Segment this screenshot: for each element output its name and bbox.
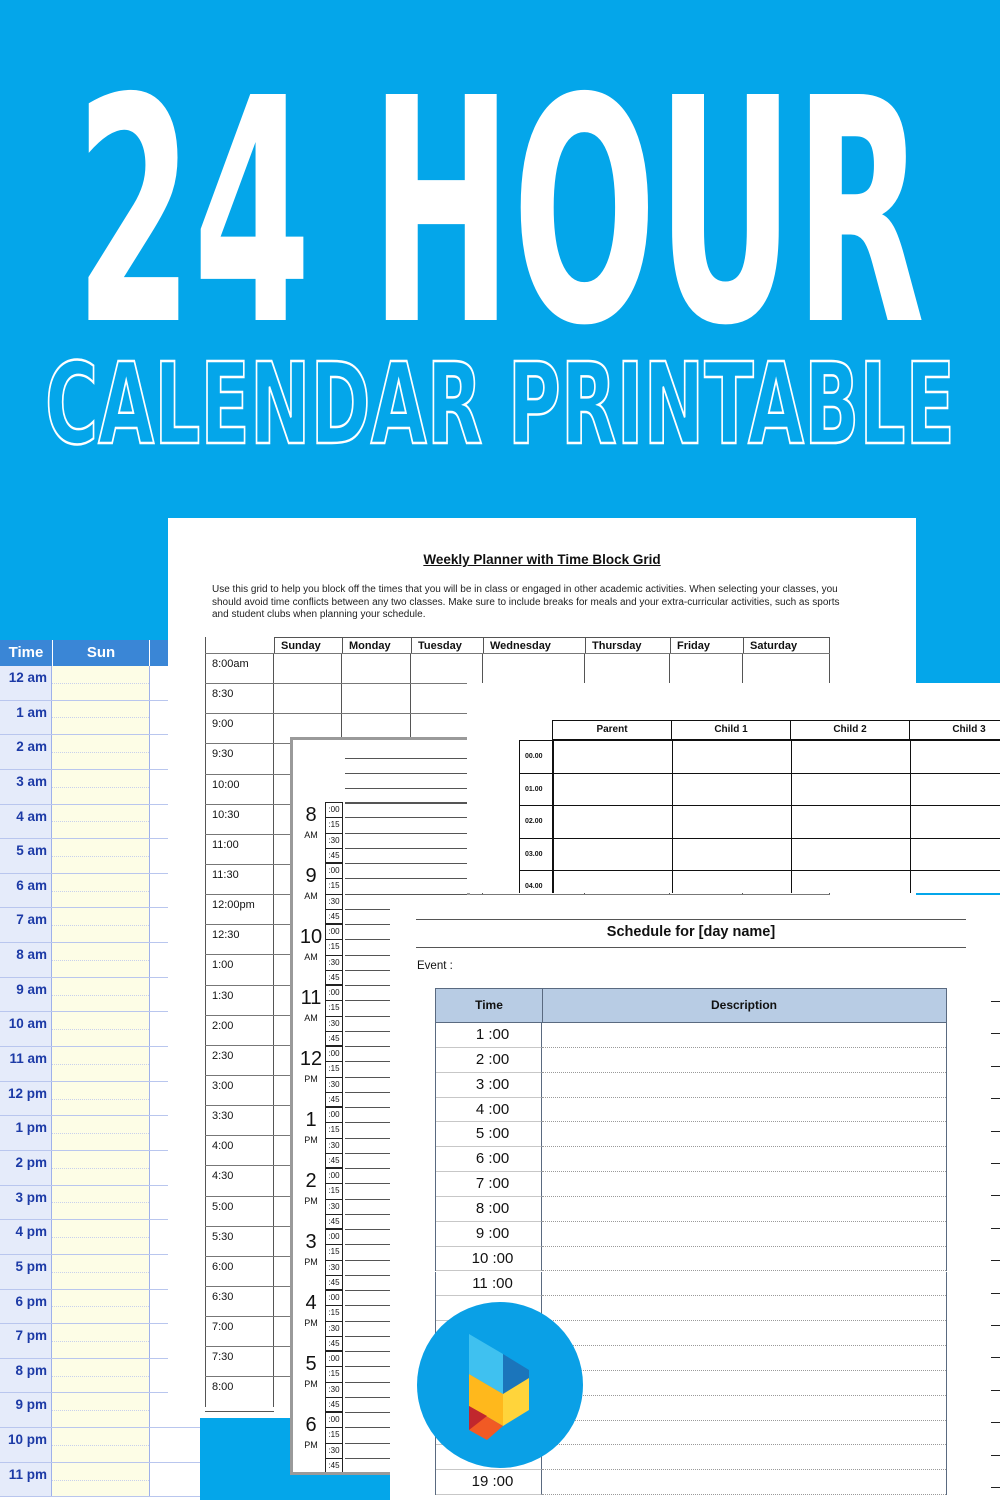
daily-tick-mark xyxy=(991,1163,1000,1164)
daily-time-cell: 6 :00 xyxy=(436,1147,542,1172)
minute-cell: :00 xyxy=(326,803,342,818)
daily-title-rule-bottom xyxy=(416,947,966,948)
time-column-header: Time xyxy=(0,640,52,666)
daily-time-cell: 19 :00 xyxy=(436,1470,542,1495)
left-sun-cell xyxy=(52,1012,150,1046)
minute-cell: :15 xyxy=(326,1428,342,1443)
daily-tick-mark xyxy=(991,1487,1000,1488)
minute-column xyxy=(325,1046,343,1107)
left-time-cell: 8 pm xyxy=(0,1359,52,1393)
minute-column xyxy=(325,1290,343,1351)
family-time-cell: 02.00 xyxy=(519,805,553,838)
weekly-time-cell: 6:30 xyxy=(205,1287,274,1316)
hour-number: 4 xyxy=(305,1292,317,1314)
daily-description-cell xyxy=(542,1023,946,1048)
daily-description-cell xyxy=(542,1073,946,1098)
left-time-cell: 10 pm xyxy=(0,1428,52,1462)
daily-time-cell: 7 :00 xyxy=(436,1172,542,1197)
family-column-header: Parent xyxy=(552,720,671,740)
left-time-cell: 9 am xyxy=(0,978,52,1012)
hour-number: 3 xyxy=(305,1231,317,1253)
minute-cell: :00 xyxy=(326,1352,342,1367)
left-sun-cell xyxy=(52,805,150,839)
weekly-slot-cell xyxy=(342,654,411,683)
hour-number: 9 xyxy=(305,865,317,887)
family-slot-cell xyxy=(791,838,910,871)
family-slot-cell xyxy=(672,805,791,838)
minute-column xyxy=(325,1351,343,1412)
left-time-cell: 4 pm xyxy=(0,1220,52,1254)
daily-time-cell: 5 :00 xyxy=(436,1122,542,1147)
family-time-cell: 04.00 xyxy=(519,870,553,893)
left-sun-cell xyxy=(52,1428,150,1462)
weekly-day-header: Saturday xyxy=(743,637,830,653)
title-main-text: 24 HOUR xyxy=(75,33,925,340)
daily-description-cell xyxy=(542,1222,946,1247)
daily-time-row xyxy=(435,1470,947,1495)
daily-description-cell xyxy=(542,1247,946,1272)
daily-tick-mark xyxy=(991,1422,1000,1423)
minute-cell: :30 xyxy=(326,1078,342,1093)
weekly-time-cell: 10:30 xyxy=(205,805,274,834)
minute-column xyxy=(325,863,343,924)
left-time-cell: 9 pm xyxy=(0,1393,52,1427)
minute-cell: :30 xyxy=(326,1322,342,1337)
hour-number: 8 xyxy=(305,804,317,826)
daily-time-cell: 3 :00 xyxy=(436,1073,542,1098)
weekly-day-header: Monday xyxy=(342,637,411,653)
minute-cell: :45 xyxy=(328,972,340,982)
minute-column xyxy=(325,1229,343,1290)
left-time-cell: 11 pm xyxy=(0,1463,52,1497)
weekly-slot-cell xyxy=(483,654,585,683)
minute-cell: :45 xyxy=(328,1277,340,1287)
minute-cell: :00 xyxy=(326,925,342,940)
minute-cell: :30 xyxy=(326,1383,342,1398)
minute-column xyxy=(325,1107,343,1168)
minute-cell: :45 xyxy=(328,1033,340,1043)
left-time-cell: 1 am xyxy=(0,701,52,735)
daily-description-cell xyxy=(542,1147,946,1172)
family-time-cell: 00.00 xyxy=(519,740,553,773)
hour-meridiem: AM xyxy=(304,1013,318,1023)
weekly-corner-header xyxy=(205,637,274,653)
weekly-time-cell: 7:00 xyxy=(205,1317,274,1346)
weekly-day-header: Tuesday xyxy=(411,637,483,653)
hour-number: 12 xyxy=(299,1048,323,1070)
daily-time-row xyxy=(435,1222,947,1247)
daily-description-cell xyxy=(542,1272,946,1297)
left-sun-cell xyxy=(52,1290,150,1324)
left-sun-cell xyxy=(52,701,150,735)
left-sun-cell xyxy=(52,1082,150,1116)
weekly-time-cell: 2:00 xyxy=(205,1016,274,1045)
weekly-slot-cell xyxy=(411,654,483,683)
weekly-time-cell: 11:30 xyxy=(205,865,274,894)
left-sun-cell xyxy=(52,1359,150,1393)
daily-description-cell xyxy=(542,1396,946,1421)
weekly-time-cell: 12:30 xyxy=(205,925,274,954)
family-column-header: Child 2 xyxy=(790,720,909,740)
family-time-row xyxy=(519,773,1000,806)
weekly-time-cell: 12:00pm xyxy=(205,895,274,924)
weekly-time-cell: 8:00am xyxy=(205,654,274,683)
family-slot-cell xyxy=(791,870,910,893)
minute-column xyxy=(325,924,343,985)
daily-schedule-header-row xyxy=(435,988,947,1023)
hour-meridiem: PM xyxy=(304,1074,318,1084)
left-sun-cell xyxy=(52,874,150,908)
daily-tick-mark xyxy=(991,1260,1000,1261)
left-calendar-row xyxy=(0,1463,200,1498)
minute-cell: :00 xyxy=(326,1230,342,1245)
daily-time-cell: 11 :00 xyxy=(436,1272,542,1297)
weekly-planner-description: Use this grid to help you block off the times that you will be in class or engaged in other academic activities. When selecting your classes, you should avoid time conflicts between any two classes. Make sure to include breaks for meals and your extra-curricular activities, such as sports and student clubs when planning your schedule. xyxy=(212,584,840,620)
weekly-time-cell: 3:30 xyxy=(205,1106,274,1135)
family-time-row xyxy=(519,838,1000,871)
daily-tick-mark xyxy=(991,1325,1000,1326)
minute-cell: :00 xyxy=(326,1291,342,1306)
weekly-planner-header-row xyxy=(205,637,830,653)
weekly-time-cell: 1:30 xyxy=(205,986,274,1015)
left-time-cell: 4 am xyxy=(0,805,52,839)
weekly-time-cell: 6:00 xyxy=(205,1257,274,1286)
hour-meridiem: PM xyxy=(304,1440,318,1450)
hour-meridiem: PM xyxy=(304,1318,318,1328)
left-sun-cell xyxy=(52,978,150,1012)
minute-cell: :45 xyxy=(328,911,340,921)
minute-cell: :45 xyxy=(328,1094,340,1104)
daily-tick-mark xyxy=(991,1293,1000,1294)
minute-cell: :15 xyxy=(326,818,342,833)
minute-cell: :30 xyxy=(326,956,342,971)
daily-time-cell: 1 :00 xyxy=(436,1023,542,1048)
daily-time-row xyxy=(435,1122,947,1147)
left-sun-cell xyxy=(52,1324,150,1358)
hourly-write-line xyxy=(345,878,470,879)
left-time-cell: 1 pm xyxy=(0,1116,52,1150)
left-time-cell: 2 pm xyxy=(0,1151,52,1185)
minute-cell: :30 xyxy=(326,895,342,910)
family-slot-cell xyxy=(553,740,672,773)
weekly-time-cell: 2:30 xyxy=(205,1046,274,1075)
minute-cell: :45 xyxy=(328,850,340,860)
daily-tick-mark xyxy=(991,1357,1000,1358)
family-slot-cell xyxy=(791,740,910,773)
weekly-time-cell: 4:00 xyxy=(205,1136,274,1165)
daily-time-cell: 2 :00 xyxy=(436,1048,542,1073)
minute-cell: :00 xyxy=(326,1413,342,1428)
daily-time-row xyxy=(435,1172,947,1197)
family-column-header: Child 3 xyxy=(909,720,1000,740)
minute-cell: :00 xyxy=(326,1108,342,1123)
daily-tick-mark xyxy=(991,1066,1000,1067)
daily-tick-mark xyxy=(991,1033,1000,1034)
weekly-time-cell: 8:00 xyxy=(205,1377,274,1406)
weekly-time-cell: 5:30 xyxy=(205,1227,274,1256)
left-next-cell xyxy=(150,1463,200,1497)
daily-description-cell xyxy=(542,1421,946,1446)
left-time-cell: 5 pm xyxy=(0,1255,52,1289)
left-time-cell: 6 pm xyxy=(0,1290,52,1324)
minute-cell: :30 xyxy=(326,1200,342,1215)
daily-tick-mark xyxy=(991,1390,1000,1391)
daily-tick-mark xyxy=(991,1195,1000,1196)
minute-cell: :15 xyxy=(326,1245,342,1260)
left-sun-cell xyxy=(52,1393,150,1427)
hourly-write-line xyxy=(345,848,470,849)
daily-description-cell xyxy=(542,1172,946,1197)
daily-description-cell xyxy=(542,1321,946,1346)
family-slot-cell xyxy=(910,870,1000,893)
family-slot-cell xyxy=(672,773,791,806)
family-schedule-sheet xyxy=(467,683,1000,893)
left-sun-cell xyxy=(52,735,150,769)
minute-cell: :45 xyxy=(328,1216,340,1226)
hour-number: 6 xyxy=(305,1414,317,1436)
left-sun-cell xyxy=(52,908,150,942)
left-time-cell: 7 am xyxy=(0,908,52,942)
hour-number: 5 xyxy=(305,1353,317,1375)
hourly-write-line xyxy=(345,817,470,818)
weekly-day-header: Thursday xyxy=(585,637,670,653)
left-sun-cell xyxy=(52,943,150,977)
daily-description-cell xyxy=(542,1470,946,1495)
minute-cell: :30 xyxy=(326,1139,342,1154)
daily-time-row xyxy=(435,1023,947,1048)
hour-number: 2 xyxy=(305,1170,317,1192)
minute-cell: :15 xyxy=(326,1367,342,1382)
left-time-cell: 6 am xyxy=(0,874,52,908)
minute-cell: :15 xyxy=(326,1062,342,1077)
weekly-time-cell: 8:30 xyxy=(205,684,274,713)
family-slot-cell xyxy=(672,740,791,773)
left-sun-cell xyxy=(52,1151,150,1185)
daily-tick-mark xyxy=(991,1455,1000,1456)
minute-cell: :15 xyxy=(326,1306,342,1321)
daily-title-rule-top xyxy=(416,919,966,920)
minute-column xyxy=(325,802,343,863)
left-time-cell: 8 am xyxy=(0,943,52,977)
family-slot-cell xyxy=(553,870,672,893)
weekly-slot-cell xyxy=(274,654,342,683)
daily-description-cell xyxy=(542,1371,946,1396)
title-sub-text: CALENDAR PRINTABLE xyxy=(45,345,955,455)
minute-cell: :30 xyxy=(326,1261,342,1276)
daily-time-row xyxy=(435,1147,947,1172)
page-subtitle xyxy=(40,345,960,455)
daily-description-cell xyxy=(542,1048,946,1073)
minute-cell: :15 xyxy=(326,1001,342,1016)
left-time-cell: 12 pm xyxy=(0,1082,52,1116)
minute-cell: :45 xyxy=(328,1399,340,1409)
daily-time-row xyxy=(435,1197,947,1222)
weekly-time-cell: 9:30 xyxy=(205,744,274,773)
daily-tick-mark xyxy=(991,1131,1000,1132)
hour-meridiem: PM xyxy=(304,1135,318,1145)
daily-time-cell: 9 :00 xyxy=(436,1222,542,1247)
family-slot-cell xyxy=(553,773,672,806)
left-sun-cell xyxy=(52,770,150,804)
daily-description-cell xyxy=(542,1445,946,1470)
daily-tick-mark xyxy=(991,1098,1000,1099)
hour-meridiem: AM xyxy=(304,952,318,962)
weekly-time-cell: 10:00 xyxy=(205,775,274,804)
left-sun-cell xyxy=(52,1463,150,1497)
daily-time-cell: 4 :00 xyxy=(436,1098,542,1123)
daily-description-header: Description xyxy=(710,998,777,1012)
daily-time-cell: 10 :00 xyxy=(436,1247,542,1272)
left-sun-cell xyxy=(52,1116,150,1150)
minute-cell: :00 xyxy=(326,1169,342,1184)
daily-time-row xyxy=(435,1247,947,1272)
family-slot-cell xyxy=(791,773,910,806)
minute-cell: :00 xyxy=(326,986,342,1001)
hourly-header-line xyxy=(345,758,470,759)
weekly-time-cell: 7:30 xyxy=(205,1347,274,1376)
daily-description-cell xyxy=(542,1346,946,1371)
hour-meridiem: PM xyxy=(304,1257,318,1267)
daily-description-cell xyxy=(542,1098,946,1123)
minute-cell: :15 xyxy=(326,940,342,955)
daily-time-row xyxy=(435,1098,947,1123)
hour-meridiem: PM xyxy=(304,1196,318,1206)
left-sun-cell xyxy=(52,839,150,873)
left-time-cell: 2 am xyxy=(0,735,52,769)
hour-number: 11 xyxy=(300,987,322,1009)
weekly-time-cell: 11:00 xyxy=(205,835,274,864)
family-schedule-header-row xyxy=(552,720,1000,740)
left-time-cell: 3 pm xyxy=(0,1186,52,1220)
daily-tick-mark xyxy=(991,1001,1000,1002)
family-time-row xyxy=(519,870,1000,893)
hour-number: 1 xyxy=(305,1109,317,1131)
minute-cell: :30 xyxy=(326,1017,342,1032)
weekly-time-cell: 3:00 xyxy=(205,1076,274,1105)
hourly-write-line xyxy=(345,802,470,803)
left-next-cell xyxy=(150,1428,200,1462)
family-time-cell: 01.00 xyxy=(519,773,553,806)
family-time-row xyxy=(519,805,1000,838)
weekly-time-cell: 9:00 xyxy=(205,714,274,743)
hour-meridiem: AM xyxy=(304,830,318,840)
minute-cell: :45 xyxy=(328,1338,340,1348)
weekly-slot-cell xyxy=(585,654,670,683)
family-slot-cell xyxy=(672,870,791,893)
family-slot-cell xyxy=(791,805,910,838)
family-column-header: Child 1 xyxy=(671,720,790,740)
family-slot-cell xyxy=(672,838,791,871)
minute-cell: :00 xyxy=(326,1047,342,1062)
daily-time-cell: 8 :00 xyxy=(436,1197,542,1222)
weekly-day-header: Wednesday xyxy=(483,637,585,653)
weekly-bottom-rule xyxy=(205,1411,274,1412)
daily-description-cell xyxy=(542,1296,946,1321)
minute-cell: :45 xyxy=(328,1460,340,1470)
left-sun-cell xyxy=(52,1220,150,1254)
weekly-day-header: Friday xyxy=(670,637,743,653)
hour-meridiem: AM xyxy=(304,891,318,901)
weekly-day-header: Sunday xyxy=(274,637,342,653)
hour-number: 10 xyxy=(299,926,323,948)
daily-tick-mark xyxy=(991,1228,1000,1229)
weekly-time-row xyxy=(205,653,830,683)
hour-meridiem: PM xyxy=(304,1379,318,1389)
minute-column xyxy=(325,1168,343,1229)
left-sun-cell xyxy=(52,1255,150,1289)
daily-time-row xyxy=(435,1073,947,1098)
daily-description-cell xyxy=(542,1122,946,1147)
left-time-cell: 3 am xyxy=(0,770,52,804)
hourly-header-line xyxy=(345,773,470,774)
hourly-write-line xyxy=(345,863,470,864)
family-time-row xyxy=(519,740,1000,773)
family-slot-cell xyxy=(910,805,1000,838)
minute-cell: :00 xyxy=(326,864,342,879)
printable-logo-icon xyxy=(417,1302,583,1468)
weekly-slot-cell xyxy=(342,684,411,713)
hourly-header-line xyxy=(345,788,470,789)
family-slot-cell xyxy=(553,838,672,871)
left-time-cell: 7 pm xyxy=(0,1324,52,1358)
left-time-cell: 11 am xyxy=(0,1047,52,1081)
daily-time-row xyxy=(435,1272,947,1297)
daily-schedule-title: Schedule for [day name] xyxy=(606,924,776,940)
daily-event-label: Event : xyxy=(417,960,453,972)
minute-column xyxy=(325,1412,343,1473)
weekly-planner-title: Weekly Planner with Time Block Grid xyxy=(423,552,661,567)
sun-column-header: Sun xyxy=(53,640,149,666)
daily-time-row xyxy=(435,1048,947,1073)
left-time-cell: 10 am xyxy=(0,1012,52,1046)
weekly-time-cell: 5:00 xyxy=(205,1197,274,1226)
family-slot-cell xyxy=(910,773,1000,806)
minute-cell: :15 xyxy=(326,879,342,894)
family-time-cell: 03.00 xyxy=(519,838,553,871)
left-sun-cell xyxy=(52,1047,150,1081)
daily-description-cell xyxy=(542,1197,946,1222)
weekly-time-cell: 1:00 xyxy=(205,955,274,984)
minute-cell: :30 xyxy=(326,834,342,849)
left-sun-cell xyxy=(52,1186,150,1220)
minute-cell: :45 xyxy=(328,1155,340,1165)
weekly-time-cell: 4:30 xyxy=(205,1166,274,1195)
weekly-slot-cell xyxy=(670,654,743,683)
left-time-cell: 12 am xyxy=(0,666,52,700)
daily-time-header: Time xyxy=(475,998,503,1012)
minute-cell: :15 xyxy=(326,1184,342,1199)
family-slot-cell xyxy=(553,805,672,838)
family-slot-cell xyxy=(910,838,1000,871)
left-sun-cell xyxy=(52,666,150,700)
page-title xyxy=(70,30,930,340)
hourly-write-line xyxy=(345,833,470,834)
weekly-slot-cell xyxy=(743,654,830,683)
minute-column xyxy=(325,985,343,1046)
left-time-cell: 5 am xyxy=(0,839,52,873)
minute-cell: :15 xyxy=(326,1123,342,1138)
minute-cell: :30 xyxy=(326,1444,342,1459)
weekly-slot-cell xyxy=(274,684,342,713)
left-calendar-row xyxy=(0,1428,200,1463)
family-slot-cell xyxy=(910,740,1000,773)
